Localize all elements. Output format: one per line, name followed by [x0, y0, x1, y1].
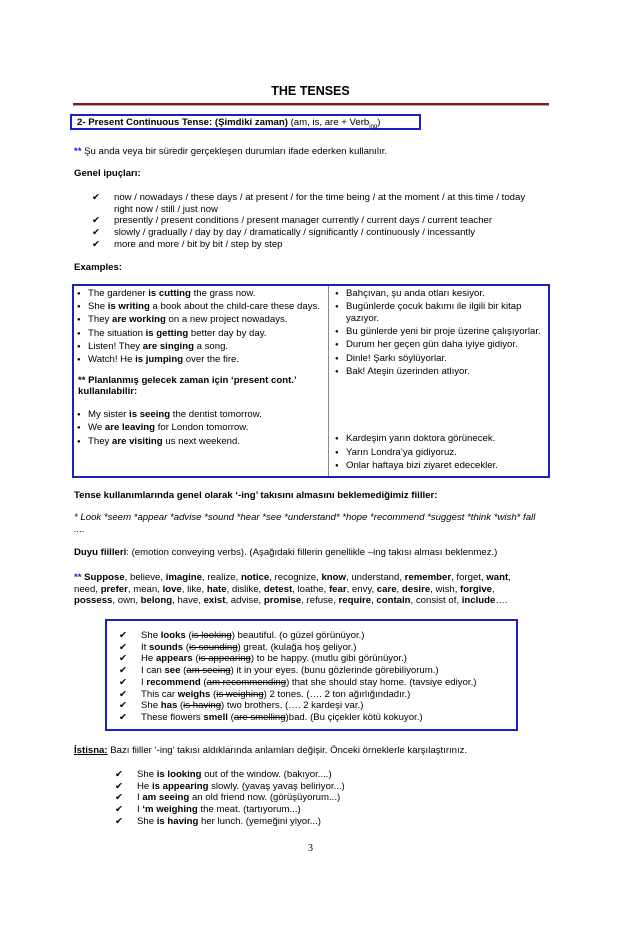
sentence-text: (: [210, 688, 217, 700]
section-header-box: [70, 114, 421, 130]
verb-text: , refuse,: [301, 595, 339, 607]
translation-item: ● Bahçıvan, şu anda otları kesiyor.: [334, 288, 546, 300]
examples-left-list: [76, 288, 320, 366]
sentence-text: ) two brothers. (…. 2 kardeşi var.): [221, 700, 364, 712]
example-text: The situation: [88, 327, 146, 339]
example-text: Watch! He: [88, 354, 136, 366]
sentence-text: She: [141, 700, 161, 712]
verbs-paragraph: [74, 572, 554, 607]
sentence-text: (: [185, 630, 192, 641]
sentence-text: (: [180, 665, 187, 677]
example-text: The gardener: [88, 288, 149, 299]
sentence-text: He: [137, 780, 152, 792]
example-text: Listen! They: [88, 340, 143, 352]
verb-text: ,: [508, 572, 511, 583]
translation-item: ● Bu günlerde yeni bir proje üzerine çalışıyorlar.: [334, 326, 546, 338]
example-item: [76, 288, 320, 300]
verb-text: , own,: [112, 595, 141, 607]
examples-left2-list: [76, 409, 320, 447]
struck-form: is looking: [191, 630, 232, 641]
istisna-line: [74, 745, 554, 757]
check-icon: ✔: [115, 804, 124, 816]
example-item: [76, 409, 320, 421]
verb-text: , dislike,: [226, 583, 264, 595]
struck-form: is appearing: [198, 653, 251, 665]
examples-right-list: [334, 288, 546, 377]
duyu-text: : (emotion conveying verbs). (Aşağıdaki fillerin genellikle –ing takısı alması beklenmez.): [126, 547, 498, 558]
example-text: the dentist tomorrow.: [170, 409, 262, 421]
verb-bold: detest: [263, 583, 293, 595]
tip-text: presently / present conditions / present manager currently / current days / current teacher: [114, 215, 493, 227]
sentence-text: her lunch. (yemeğini yiyor...): [198, 815, 321, 827]
nonprogressive-heading: Tense kullanımlarında genel olarak ‘-ing’ takısını almasını beklemediğimiz fiiller:: [74, 490, 438, 501]
sentence-text: He: [141, 653, 156, 665]
example-item: [76, 354, 320, 366]
verb-bold: know: [321, 572, 346, 583]
verb-text: , mean,: [127, 583, 163, 595]
example-item: [76, 301, 320, 313]
sentence-item: [119, 665, 516, 677]
sentence-verb: is having: [156, 815, 199, 827]
verbs-line-3: [74, 595, 554, 607]
translation-item: ● Durum her geçen gün daha iyiye gidiyor.: [334, 339, 546, 351]
example-text: She: [88, 301, 108, 313]
check-icon: ✔: [115, 769, 124, 780]
verb-text: , believe,: [124, 572, 166, 583]
examples-left-col: [76, 288, 320, 449]
planned-note: ** Planlanmış gelecek zaman için ‘present cont.’ kullanılabilir:: [78, 374, 297, 398]
verb-bold: desire: [401, 583, 431, 595]
sentence-text: I: [137, 792, 143, 804]
sentence-text: ) beautiful. (o güzel görünüyor.): [231, 630, 365, 641]
intro-line: [74, 146, 554, 158]
sentence-text: an old friend now. (görüşüyorum...): [189, 792, 341, 804]
sentence-text: I: [137, 804, 143, 816]
sentence-verb: smell: [203, 711, 228, 723]
istisna-text: Bazı fiiller ‘-ing’ takısı aldıklarında anlamları değişir. Önceki örneklerle karşılaştırınız.: [107, 745, 468, 756]
struck-form: is sounding: [189, 641, 238, 653]
sentence-text: ) that she should stay home. (tavsiye ediyor.): [286, 676, 477, 688]
example-text: over the fire.: [183, 354, 240, 366]
duyu-line: [74, 547, 554, 559]
sentence-item: [119, 653, 516, 665]
istisna-label: İstisna:: [74, 745, 108, 756]
intro-text: Şu anda veya bir süredir gerçekleşen durumları ifade ederken kullanılır.: [84, 146, 388, 157]
sentence-item: [119, 712, 516, 724]
sentence-item: [115, 804, 515, 816]
check-icon: ✔: [119, 665, 128, 677]
sentence-verb: is appearing: [151, 780, 209, 792]
verb-bold: remember: [404, 572, 452, 583]
example-item: [76, 314, 320, 326]
sentence-text: )bad. (Bu çiçekler kötü kokuyor.): [285, 711, 423, 723]
sentence-verb: weighs: [177, 688, 211, 700]
example-text: We: [88, 422, 105, 434]
sentence-text: (: [183, 641, 189, 653]
duyu-label: Duyu fiilleri: [74, 547, 127, 558]
verb-text: need,: [74, 583, 101, 595]
verb-bold: contain: [376, 595, 411, 607]
sentence-item: [115, 781, 515, 793]
sentence-verb: sounds: [149, 641, 184, 653]
sentence-item: [115, 769, 515, 781]
check-icon: ✔: [92, 215, 101, 227]
example-text: the grass now.: [190, 288, 256, 299]
sentence-text: She: [137, 769, 157, 780]
page-title: THE TENSES: [271, 84, 350, 98]
sentence-item: [115, 792, 515, 804]
sentence-verb: has: [160, 700, 178, 712]
translation-item: ● Yarın Londra’ya gidiyoruz.: [334, 447, 546, 459]
translation-item: ● Bugünlerde çocuk bakımı ile ilgili bir kitap yazıyor.: [334, 301, 546, 324]
sentence-text: slowly. (yavaş yavaş beliriyor...): [208, 780, 345, 792]
verb-text: ,: [492, 583, 495, 595]
verb-text: , like,: [181, 583, 207, 595]
example-text: a song.: [193, 340, 229, 352]
example-text: for London tomorrow.: [155, 422, 249, 434]
sentence-text: These flowers: [141, 711, 204, 723]
examples-heading: Examples:: [74, 262, 122, 273]
tips-heading: Genel ipuçları:: [74, 168, 141, 179]
example-verb: are leaving: [104, 422, 156, 434]
example-text: They: [88, 435, 112, 447]
section-forms-close: ): [377, 117, 381, 128]
sentence-item: [119, 700, 516, 712]
struck-form: is weighing: [216, 688, 264, 700]
sentence-text: She: [141, 630, 161, 641]
check-icon: ✔: [119, 653, 128, 665]
sentence-verb: recommend: [146, 676, 201, 688]
verb-text: , consist of,: [410, 595, 462, 607]
sentence-item: [119, 630, 516, 642]
nonprogressive-list: * Look *seem *appear *advise *sound *hear *see *understand* *hope *recommend *suggest *think *wish* fall ....: [74, 512, 536, 535]
struck-form: am recommending: [206, 676, 287, 688]
tip-text: slowly / gradually / day by day / dramatically / significantly / continuously / incessantly: [114, 227, 475, 239]
stative-examples-list: [119, 630, 516, 724]
verb-text: , advise,: [225, 595, 264, 607]
exceptions-list: [115, 769, 515, 828]
check-icon: ✔: [92, 238, 101, 250]
sentence-text: (: [177, 700, 184, 712]
sentence-text: (: [192, 653, 199, 665]
check-icon: ✔: [115, 780, 124, 792]
example-verb: is jumping: [135, 354, 184, 366]
verb-bold: imagine: [165, 572, 202, 583]
example-verb: are singing: [142, 340, 194, 352]
verb-bold: want: [486, 572, 509, 583]
verb-bold: include: [461, 595, 496, 607]
sentence-verb: is looking: [156, 769, 202, 780]
section-forms: (am, is, are + Verb: [290, 117, 370, 128]
example-item: [76, 341, 320, 353]
example-text: They: [88, 314, 112, 326]
verb-bold: possess: [74, 595, 113, 607]
sentence-text: ) 2 tones. (…. 2 ton ağırlığındadır.): [263, 688, 411, 700]
sentence-item: [119, 689, 516, 701]
verb-bold: promise: [263, 595, 302, 607]
example-verb: is seeing: [129, 409, 171, 421]
verb-bold: prefer: [100, 583, 128, 595]
page-number: 3: [308, 843, 313, 854]
verb-bold: exist: [203, 595, 226, 607]
intro-stars: **: [74, 146, 82, 157]
sentence-text: ) great. (kulağa hoş geliyor.): [237, 641, 357, 653]
example-verb: are working: [112, 314, 166, 326]
translation-item: ● Onlar haftaya bizi ziyaret edecekler.: [334, 460, 546, 472]
table-divider: [328, 286, 329, 476]
tip-item: [92, 215, 544, 227]
verbs-stars: **: [74, 572, 82, 583]
example-item: [76, 328, 320, 340]
example-verb: is getting: [145, 327, 189, 339]
sentence-verb: looks: [160, 630, 186, 641]
verb-bold: care: [376, 583, 397, 595]
examples-right2-list: [334, 433, 546, 471]
stative-examples-box: [105, 619, 518, 731]
verb-text: , wish,: [430, 583, 461, 595]
verb-text: , recognize,: [269, 572, 322, 583]
check-icon: ✔: [119, 700, 128, 712]
sentence-text: I can: [141, 665, 165, 677]
check-icon: ✔: [115, 792, 124, 804]
sentence-text: This car: [141, 688, 178, 700]
verb-bold: forgive: [460, 583, 493, 595]
example-text: on a new project nowadays.: [165, 314, 288, 326]
sentence-text: (: [227, 711, 234, 723]
translation-item: ● Dinle! Şarkı söylüyorlar.: [334, 353, 546, 365]
sentence-text: ) to be happy. (mutlu gibi görünüyor.): [250, 653, 407, 665]
example-text: My sister: [88, 409, 130, 421]
check-icon: ✔: [119, 711, 128, 723]
sentence-verb: see: [164, 665, 181, 677]
struck-form: is having: [183, 700, 222, 712]
verb-bold: hate: [206, 583, 227, 595]
sentence-verb: am seeing: [142, 792, 190, 804]
check-icon: ✔: [92, 227, 101, 239]
sentence-text: ) it in your eyes. (bunu gözlerinde görebiliyorum.): [230, 665, 439, 677]
tip-item: [92, 227, 544, 239]
example-verb: is cutting: [148, 288, 191, 299]
check-icon: ✔: [92, 192, 101, 203]
example-item: [76, 436, 320, 448]
check-icon: ✔: [115, 815, 124, 827]
check-icon: ✔: [119, 676, 128, 688]
struck-form: are smelling: [233, 711, 286, 723]
translation-item: ● Kardeşim yarın doktora görünecek.: [334, 433, 546, 445]
section-title: 2- Present Continuous Tense: (Şimdiki zaman): [77, 117, 288, 128]
tip-item: [92, 239, 544, 251]
check-icon: ✔: [119, 688, 128, 700]
example-item: [76, 422, 320, 434]
tips-list: [92, 192, 544, 251]
sentence-text: the meat. (tartıyorum...): [197, 804, 301, 816]
verb-bold: require: [338, 595, 372, 607]
verb-text: ,: [371, 595, 377, 607]
verb-text: , envy,: [346, 583, 377, 595]
verb-text: , understand,: [346, 572, 405, 583]
sentence-item: [115, 816, 515, 828]
sentence-text: (: [200, 676, 207, 688]
sentence-verb: ‘m weighing: [142, 804, 198, 816]
sentence-text: out of the window. (bakıyor....): [201, 769, 332, 780]
sentence-text: I: [141, 676, 147, 688]
examples-table: [72, 284, 550, 478]
example-verb: are visiting: [112, 435, 163, 447]
verb-bold: love: [162, 583, 182, 595]
verb-text: , forget,: [451, 572, 487, 583]
example-text: better day by day.: [188, 327, 267, 339]
sentence-item: [119, 642, 516, 654]
verbs-line-1: [74, 572, 554, 584]
example-text: a book about the child-care these days.: [149, 301, 320, 313]
sentence-text: It: [141, 641, 149, 653]
tip-text: more and more / bit by bit / step by step: [114, 238, 283, 250]
struck-form: am seeing: [186, 665, 231, 677]
verb-bold: notice: [240, 572, 270, 583]
verb-bold: belong: [140, 595, 173, 607]
title-divider: [73, 103, 549, 106]
example-text: us next weekend.: [162, 435, 240, 447]
sentence-item: [119, 677, 516, 689]
translation-item: ● Bak! Ateşin üzerinden atlıyor.: [334, 366, 546, 378]
section-forms-sub: ing: [369, 123, 378, 130]
verb-text: ,: [396, 583, 402, 595]
verb-text: , have,: [172, 595, 204, 607]
verbs-line-2: [74, 584, 554, 596]
tip-item: [92, 192, 544, 215]
sentence-text: She: [137, 815, 157, 827]
verb-text: , realize,: [202, 572, 241, 583]
check-icon: ✔: [119, 641, 128, 653]
verb-bold: fear: [328, 583, 347, 595]
example-verb: is writing: [107, 301, 150, 313]
verb-text: , loathe,: [292, 583, 329, 595]
sentence-verb: appears: [155, 653, 193, 665]
check-icon: ✔: [119, 630, 128, 641]
verb-text: ….: [495, 595, 508, 607]
examples-right-col: [334, 288, 546, 473]
verb-bold: Suppose: [84, 572, 125, 583]
tip-text: now / nowadays / these days / at present / for the time being / at the moment / at this time / today right now / still / just now: [114, 192, 526, 215]
